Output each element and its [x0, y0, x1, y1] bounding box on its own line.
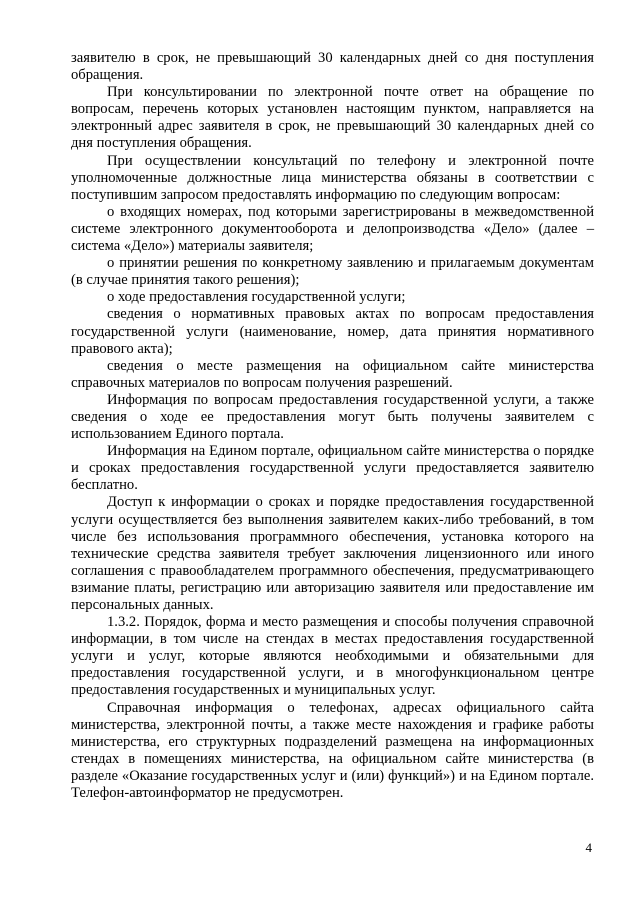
- page-body: [71, 50, 594, 802]
- paragraph-8: сведения о месте размещения на официальном сайте министерства справочных материалов по вопросам получения разрешений.: [71, 357, 594, 391]
- paragraph-6: о ходе предоставления государственной услуги;: [107, 289, 406, 306]
- paragraph-10: Информация на Едином портале, официальном сайте министерства о порядке и сроках предоставления государственной услуги предоставляется заявителю бесплатно.: [71, 443, 594, 494]
- paragraph-4: о входящих номерах, под которыми зарегистрированы в межведомственной системе электронного документооборота и делопроизводства «Дело» (далее – система «Дело») материалы заявителя;: [71, 203, 594, 255]
- paragraph-1: заявителю в срок, не превышающий 30 календарных дней со дня поступления обращения.: [71, 50, 594, 84]
- paragraph-2: При консультировании по электронной почте ответ на обращение по вопросам, перечень которых установлен настоящим пунктом, направляется на электронный адрес заявителя в срок, не превышающий 30 календарных дней со дня поступления обращения.: [71, 84, 594, 152]
- paragraph-12: 1.3.2. Порядок, форма и место размещения и способы получения справочной информации, в том числе на стендах в местах предоставления государственной услуги и услуг, которые являются необходимыми и обязательными для предоставления государственной услуги, и в многофункциональном центре предоставления государственных и муниципальных услуг.: [71, 614, 594, 699]
- paragraph-3: При осуществлении консультаций по телефону и электронной почте уполномоченные должностные лица министерства обязаны в соответствии с поступившим запросом предоставлять информацию по следующим вопросам:: [71, 152, 594, 203]
- paragraph-7: сведения о нормативных правовых актах по вопросам предоставления государственной услуги (наименование, номер, дата принятия нормативного правового акта);: [71, 306, 594, 357]
- paragraph-13: Справочная информация о телефонах, адресах официального сайта министерства, электронной почты, а также месте нахождения и графике работы министерства, его структурных подразделений размещена на информационных стендах в помещениях министерства, на официальном сайте министерства (в разделе «Оказание государственных услуг и (или) функций») и на Едином портале. Телефон-автоинформатор не предусмотрен.: [71, 699, 594, 802]
- paragraph-5: о принятии решения по конкретному заявлению и прилагаемым документам (в случае принятия такого решения);: [71, 255, 594, 289]
- paragraph-11: Доступ к информации о сроках и порядке предоставления государственной услуги осуществляется без выполнения заявителем каких-либо требований, в том числе без использования программного обеспечения, установка которого на технические средства заявителя требует заключения лицензионного или иного соглашения с правообладателем программного обеспечения, предусматривающего взимание платы, регистрацию или авторизацию заявителя или предоставление им персональных данных.: [71, 494, 594, 613]
- paragraph-9: Информация по вопросам предоставления государственной услуги, а также сведения о ходе ее предоставления могут быть получены заявителем с использованием Единого портала.: [71, 391, 594, 443]
- page-number: 4: [585, 840, 592, 855]
